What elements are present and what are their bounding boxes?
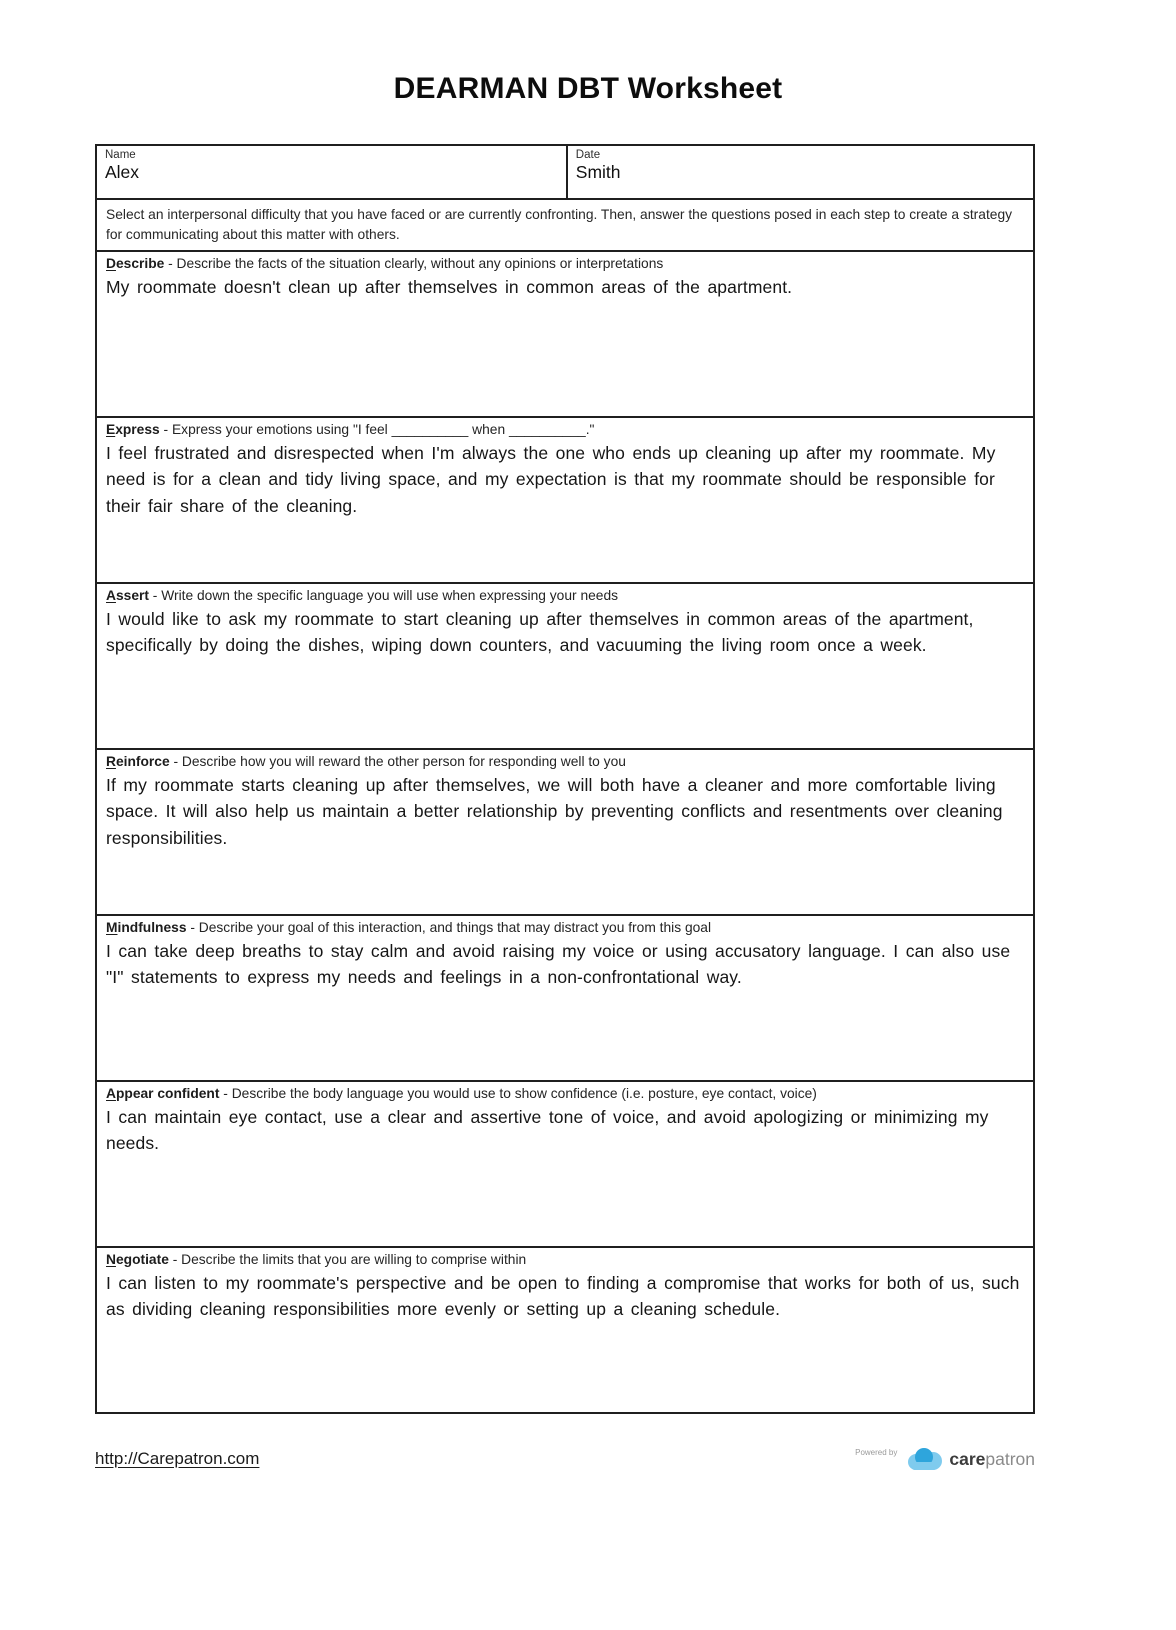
section-describe [97, 250, 1033, 416]
section-letter: D [106, 256, 116, 271]
section-letter: M [106, 920, 118, 935]
section-assert [97, 582, 1033, 748]
instructions-text: Select an interpersonal difficulty that you have faced or are currently confronting. Then, answer the questions posed in each step to create a strategy for communicating about this matter with others. [97, 198, 1033, 250]
section-word: ppear confident [115, 1086, 220, 1101]
section-mindfulness [97, 914, 1033, 1080]
section-reinforce [97, 748, 1033, 914]
section-hint: - Describe the body language you would use to show confidence (i.e. posture, eye contact, voice) [219, 1086, 817, 1101]
section-negotiate [97, 1246, 1033, 1412]
carepatron-logo-icon [905, 1446, 943, 1472]
section-letter: R [106, 754, 116, 769]
section-word: einforce [115, 754, 170, 769]
section-word: escribe [115, 256, 165, 271]
section-hint: - Describe how you will reward the other person for responding well to you [169, 754, 626, 769]
section-word: ssert [115, 588, 149, 603]
name-date-row [97, 146, 1033, 198]
section-assert-answer[interactable]: I would like to ask my roommate to start cleaning up after themselves in common areas of the apartment, specifically by doing the dishes, wiping down counters, and vacuuming the living room once a week. [106, 609, 974, 656]
name-label: Name [105, 149, 136, 161]
section-describe-answer[interactable]: My roommate doesn't clean up after themselves in common areas of the apartment. [106, 277, 793, 297]
section-letter: E [106, 422, 116, 437]
section-negotiate-header [106, 1252, 1024, 1267]
section-describe-header [106, 256, 1024, 271]
section-letter: N [106, 1252, 116, 1267]
section-word: egotiate [115, 1252, 169, 1267]
section-negotiate-answer[interactable]: I can listen to my roommate's perspective and be open to finding a compromise that works for both of us, such as dividing cleaning responsibilities more evenly or setting up a cleaning schedule. [106, 1273, 1020, 1320]
section-hint: - Describe the limits that you are willing to comprise within [168, 1252, 527, 1267]
powered-by-label: Powered by [855, 1448, 898, 1457]
carepatron-wordmark: carepatron [949, 1448, 1035, 1469]
section-express-answer[interactable]: I feel frustrated and disrespected when I'm always the one who ends up cleaning up after my roommate. My need is for a clean and tidy living space, and my expectation is that my roommate should be responsible for their fair share of the cleaning. [106, 443, 996, 516]
section-express-header [106, 422, 1024, 437]
name-value[interactable]: Alex [105, 162, 140, 182]
section-letter: A [106, 588, 116, 603]
page-title: DEARMAN DBT Worksheet [393, 72, 783, 105]
section-hint: - Write down the specific language you will use when expressing your needs [148, 588, 619, 603]
section-mindfulness-header [106, 920, 1024, 935]
section-reinforce-answer[interactable]: If my roommate starts cleaning up after themselves, we will both have a cleaner and more comfortable living space. It will also help us maintain a better relationship by preventing conflicts and resentments over cleaning responsibilities. [106, 775, 1003, 848]
section-hint: - Describe the facts of the situation clearly, without any opinions or interpretations [164, 256, 664, 271]
date-field[interactable] [568, 146, 1033, 198]
section-appear-confident-header [106, 1086, 1024, 1101]
carepatron-link[interactable]: http://Carepatron.com [95, 1449, 260, 1468]
date-label: Date [575, 149, 601, 161]
section-hint: - Express your emotions using "I feel __________ when __________." [159, 422, 595, 437]
footer [95, 1446, 1035, 1472]
section-mindfulness-answer[interactable]: I can take deep breaths to stay calm and avoid raising my voice or using accusatory language. I can also use "I" statements to express my needs and feelings in a non-confrontational way. [106, 941, 1011, 988]
section-hint: - Describe your goal of this interaction, and things that may distract you from this goal [186, 920, 712, 935]
section-letter: A [106, 1086, 116, 1101]
worksheet-form [95, 144, 1035, 1414]
section-word: xpress [115, 422, 160, 437]
section-appear-confident-answer[interactable]: I can maintain eye contact, use a clear and assertive tone of voice, and avoid apologizing or minimizing my needs. [106, 1107, 989, 1154]
section-appear-confident [97, 1080, 1033, 1246]
name-field[interactable] [97, 146, 568, 198]
carepatron-brand [855, 1446, 1035, 1472]
section-assert-header [106, 588, 1024, 603]
section-express [97, 416, 1033, 582]
date-value[interactable]: Smith [575, 162, 621, 182]
section-word: indfulness [117, 920, 187, 935]
section-reinforce-header [106, 754, 1024, 769]
